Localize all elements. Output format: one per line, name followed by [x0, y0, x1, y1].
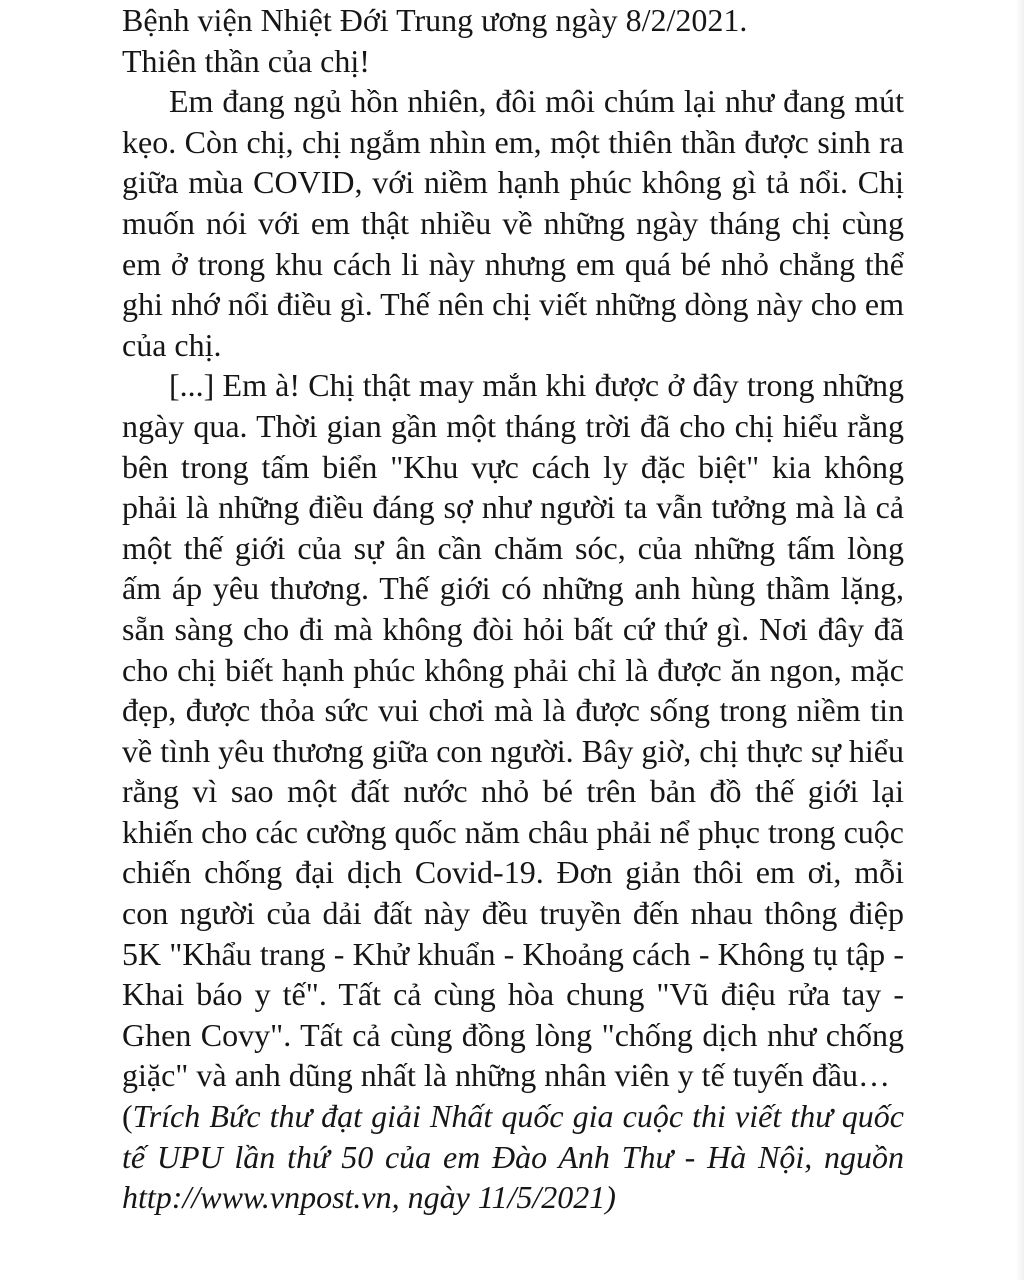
paragraph-2: [...] Em à! Chị thật may mắn khi được ở đây trong những ngày qua. Thời gian gần một tháng trời đã cho chị hiểu rằng bên trong tấm biển "Khu vực cách ly đặc biệt" kia không phải là những điều đáng sợ như người ta vẫn tưởng mà là cả một thế giới của sự ân cần chăm sóc, của những tấm lòng ấm áp yêu thương. Thế giới có những anh hùng thầm lặng, sẵn sàng cho đi mà không đòi hỏi bất cứ thứ gì. Nơi đây đã cho chị biết hạnh phúc không phải chỉ là được ăn ngon, mặc đẹp, được thỏa sức vui chơi mà là được sống trong niềm tin về tình yêu thương giữa con người. Bây giờ, chị thực sự hiểu rằng vì sao một đất nước nhỏ bé trên bản đồ thế giới lại khiến cho các cường quốc năm châu phải nể phục trong cuộc chiến chống đại dịch Covid-19. Đơn giản thôi em ơi, mỗi con người của dải đất này đều truyền đến nhau thông điệp 5K "Khẩu trang - Khử khuẩn - Khoảng cách - Không tụ tập - Khai báo y tế". Tất cả cùng hòa chung "Vũ điệu rửa tay - Ghen Covy". Tất cả cùng đồng lòng "chống dịch như chống giặc" và anh dũng nhất là những nhân viên y tế tuyến đầu… [122, 367, 904, 1094]
citation [122, 1096, 904, 1218]
citation-text: Trích Bức thư đạt giải Nhất quốc gia cuộc thi viết thư quốc tế UPU lần thứ 50 của em Đào Anh Thư - Hà Nội, nguồn http://www.vnpost.vn, ngày 11/5/2021) [122, 1098, 904, 1216]
paragraph-1: Em đang ngủ hồn nhiên, đôi môi chúm lại như đang mút kẹo. Còn chị, chị ngắm nhìn em, một thiên thần được sinh ra giữa mùa COVID, với niềm hạnh phúc không gì tả nổi. Chị muốn nói với em thật nhiều về những ngày tháng chị cùng em ở trong khu cách li này nhưng em quá bé nhỏ chẳng thể ghi nhớ nổi điều gì. Thế nên chị viết những dòng này cho em của chị. [122, 83, 904, 363]
letter-excerpt [122, 0, 904, 1218]
salutation-line: Thiên thần của chị! [122, 42, 370, 79]
citation-open-paren: ( [122, 1098, 133, 1135]
page-edge-shadow [1016, 0, 1024, 1280]
location-date-line: Bệnh viện Nhiệt Đới Trung ương ngày 8/2/2021. [122, 2, 748, 38]
